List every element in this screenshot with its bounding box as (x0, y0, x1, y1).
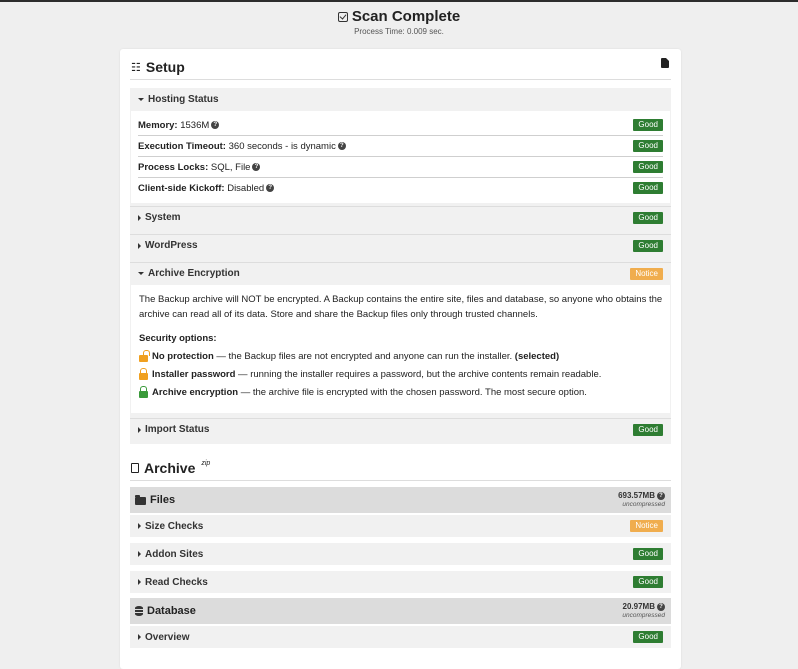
security-options-label: Security options: (139, 333, 217, 344)
caret-right-icon (138, 523, 141, 529)
caret-right-icon (138, 579, 141, 585)
row-key: Memory: (138, 119, 178, 131)
row-key: Process Locks: (138, 161, 209, 173)
option-text: — the Backup files are not encrypted and anyone can run the installer. (213, 351, 515, 362)
files-group (130, 487, 671, 513)
hosting-status-toggle[interactable] (130, 88, 671, 110)
help-icon[interactable]: ? (252, 163, 260, 171)
row-key: Client-side Kickoff: (138, 182, 225, 194)
row-label: Overview (145, 631, 190, 643)
file-icon (131, 463, 139, 473)
status-badge: Good (633, 631, 663, 643)
option-text: — the archive file is encrypted with the chosen password. The most secure option. (238, 387, 587, 398)
import-status-label: Import Status (145, 424, 210, 435)
database-group (130, 598, 671, 624)
row-label: Addon Sites (145, 548, 204, 560)
status-badge: Good (633, 212, 663, 224)
document-icon[interactable] (661, 58, 669, 68)
database-label: Database (147, 605, 196, 617)
read-checks-toggle[interactable] (130, 571, 671, 593)
help-icon[interactable]: ? (338, 142, 346, 150)
archive-title (131, 460, 210, 476)
help-icon[interactable]: ? (657, 603, 665, 611)
option-name: No protection (152, 351, 214, 362)
row-value: 360 seconds - is dynamic (228, 140, 336, 152)
open-lock-icon (139, 355, 148, 362)
help-icon[interactable]: ? (266, 184, 274, 192)
status-badge: Good (633, 240, 663, 252)
lock-icon (139, 391, 148, 398)
status-badge: Good (633, 424, 663, 436)
row-label: Size Checks (145, 520, 204, 532)
hosting-status-label: Hosting Status (148, 93, 219, 105)
wordpress-toggle[interactable] (130, 234, 671, 256)
archive-encryption-label: Archive Encryption (148, 268, 240, 279)
archive-encryption-body (131, 285, 670, 413)
status-badge: Good (633, 182, 663, 194)
setup-title-text: Setup (145, 59, 185, 75)
database-icon (135, 606, 143, 616)
option-installer-password (139, 369, 601, 380)
caret-right-icon (138, 551, 141, 557)
system-toggle[interactable] (130, 206, 671, 228)
checkbox-icon (338, 12, 348, 22)
option-archive-encryption (139, 387, 587, 398)
lock-icon (139, 373, 148, 380)
encryption-description: The Backup archive will NOT be encrypted. A Backup contains the entire site, files and database, so anyone who obtains the archive can read all of its data. Store and share the Backup files only through trusted channels. (139, 294, 663, 320)
status-badge: Good (633, 119, 663, 131)
setup-panel (130, 88, 671, 444)
database-size: 20.97MB (622, 602, 655, 611)
option-no-protection (139, 351, 559, 362)
page-title-text: Scan Complete (351, 8, 461, 25)
scan-card (120, 49, 681, 669)
folder-icon (135, 497, 146, 505)
hosting-row-memory (138, 115, 663, 136)
size-checks-toggle[interactable] (130, 515, 671, 537)
size-note: uncompressed (622, 501, 665, 508)
caret-down-icon (138, 98, 144, 101)
caret-right-icon (138, 215, 141, 221)
status-badge: Good (633, 140, 663, 152)
row-key: Execution Timeout: (138, 140, 226, 152)
archive-title-text: Archive (144, 460, 196, 476)
status-badge: Notice (630, 520, 663, 532)
process-time: Process Time: 0.009 sec. (354, 27, 444, 36)
option-text: — running the installer requires a password, but the archive contents remain readable. (235, 369, 602, 380)
row-value: Disabled (227, 182, 265, 194)
caret-right-icon (138, 427, 141, 433)
help-icon[interactable]: ? (211, 121, 219, 129)
option-name: Archive encryption (152, 387, 239, 398)
files-label: Files (150, 494, 176, 506)
archive-type: zip (201, 459, 211, 467)
divider (130, 480, 671, 481)
hosting-row-timeout (138, 136, 663, 157)
page-title (338, 8, 460, 25)
wordpress-label: WordPress (145, 240, 198, 251)
hosting-status-body (131, 111, 670, 203)
status-badge: Good (633, 161, 663, 173)
files-size: 693.57MB (618, 491, 655, 500)
status-badge: Good (633, 548, 663, 560)
caret-down-icon (138, 272, 144, 275)
status-badge: Notice (630, 268, 663, 280)
addon-sites-toggle[interactable] (130, 543, 671, 565)
overview-toggle[interactable] (130, 626, 671, 648)
setup-title (131, 59, 185, 75)
hosting-row-locks (138, 157, 663, 178)
caret-right-icon (138, 634, 141, 640)
divider (130, 79, 671, 80)
caret-right-icon (138, 243, 141, 249)
option-name: Installer password (152, 369, 236, 380)
size-note: uncompressed (622, 612, 665, 619)
help-icon[interactable]: ? (657, 492, 665, 500)
option-selected: (selected) (514, 351, 560, 362)
checklist-icon: ☷ (131, 61, 141, 74)
top-bar (0, 0, 798, 2)
archive-encryption-toggle[interactable] (130, 262, 671, 284)
row-label: Read Checks (145, 576, 208, 588)
row-value: 1536M (180, 119, 210, 131)
import-status-toggle[interactable] (130, 418, 671, 440)
row-value: SQL, File (210, 161, 251, 173)
status-badge: Good (633, 576, 663, 588)
hosting-row-kickoff (138, 178, 663, 198)
system-label: System (145, 212, 181, 223)
scan-header (0, 8, 798, 36)
